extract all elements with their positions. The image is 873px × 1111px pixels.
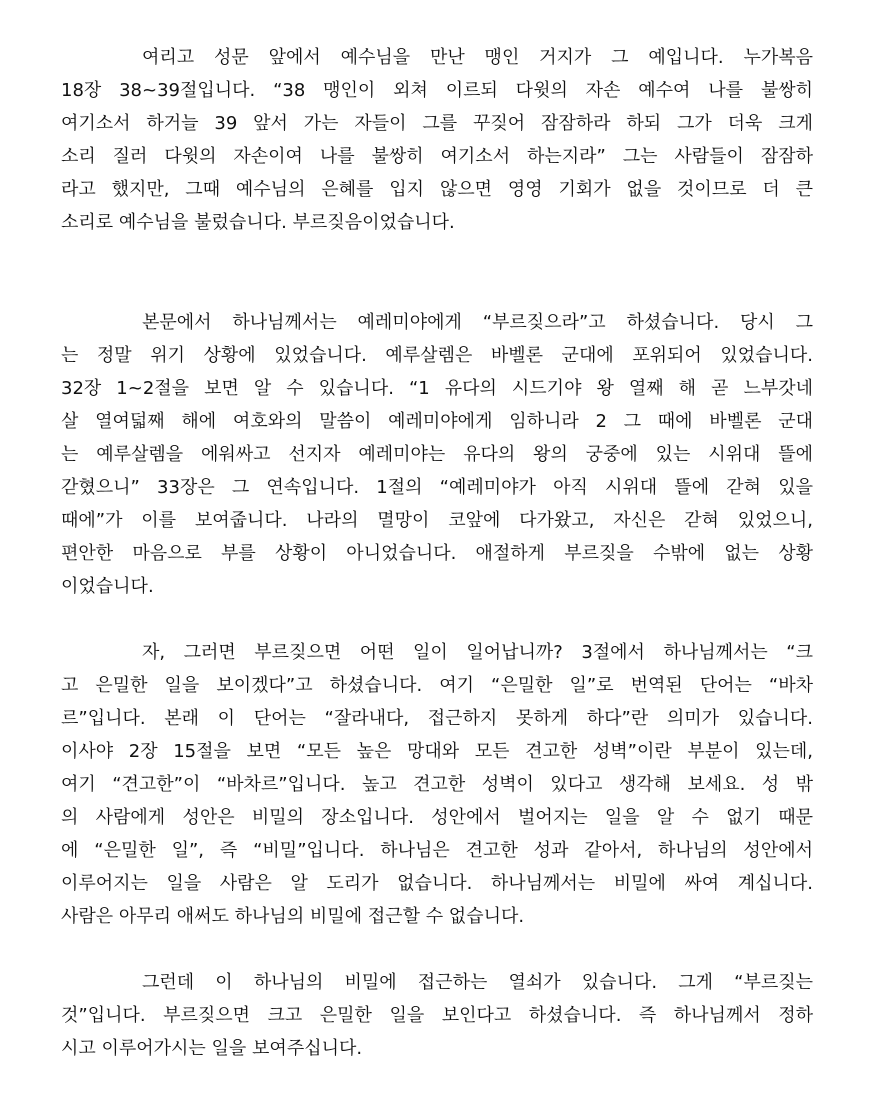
text-line: 여리고 성문 앞에서 예수님을 만난 맹인 거지가 그 예입니다. 누가복음	[142, 47, 813, 68]
text-line: 의 사람에게 성안은 비밀의 장소입니다. 성안에서 벌어지는 일을 알 수 없기 때문	[61, 807, 813, 828]
text-line: 살 열여덟째 해에 여호와의 말씀이 예레미야에게 임하니라 2 그 때에 바벨론 군대	[61, 411, 813, 432]
text-line: 이사야 2장 15절을 보면 “모든 높은 망대와 모든 견고한 성벽”이란 부분이 있는데,	[61, 741, 813, 762]
text-line: 때에”가 이를 보여줍니다. 나라의 멸망이 코앞에 다가왔고, 자신은 갇혀 있었으니,	[61, 510, 813, 531]
text-line: 시고 이루어가시는 일을 보여주십니다.	[61, 1038, 363, 1059]
paragraph-hidden-things	[61, 636, 813, 933]
text-line: 것”입니다. 부르짖으면 크고 은밀한 일을 보인다고 하셨습니다. 즉 하나님께서 정하	[61, 1005, 813, 1026]
text-line: 사람은 아무리 애써도 하나님의 비밀에 접근할 수 없습니다.	[61, 906, 525, 927]
text-line: 르”입니다. 본래 이 단어는 “잘라내다, 접근하지 못하게 하다”란 의미가 있습니다.	[61, 708, 813, 729]
text-line: 18장 38~39절입니다. “38 맹인이 외쳐 이르되 다윗의 자손 예수여 나를 불쌍히	[61, 80, 813, 101]
paragraph-jeremiah-call	[61, 306, 813, 603]
text-line: 자, 그러면 부르짖으면 어떤 일이 일어납니까? 3절에서 하나님께서는 “크	[142, 642, 813, 663]
paragraph-jericho-beggar	[61, 41, 813, 239]
text-line: 그런데 이 하나님의 비밀에 접근하는 열쇠가 있습니다. 그게 “부르짖는	[142, 972, 813, 993]
text-line: 는 예루살렘을 에워싸고 선지자 예레미야는 유다의 왕의 궁중에 있는 시위대 뜰에	[61, 444, 813, 465]
text-line: 소리 질러 다윗의 자손이여 나를 불쌍히 여기소서 하는지라” 그는 사람들이 잠잠하	[61, 146, 813, 167]
text-line: 본문에서 하나님께서는 예레미야에게 “부르짖으라”고 하셨습니다. 당시 그	[142, 312, 813, 333]
text-line: 이루어지는 일을 사람은 알 도리가 없습니다. 하나님께서는 비밀에 싸여 계십니다.	[61, 873, 813, 894]
text-line: 여기소서 하거늘 39 앞서 가는 자들이 그를 꾸짖어 잠잠하라 하되 그가 더욱 크게	[61, 113, 813, 134]
text-line: 여기 “견고한”이 “바차르”입니다. 높고 견고한 성벽이 있다고 생각해 보세요. 성 밖	[61, 774, 813, 795]
text-line: 이었습니다.	[61, 576, 154, 597]
text-line: 라고 했지만, 그때 예수님의 은혜를 입지 않으면 영영 기회가 없을 것이므로 더 큰	[61, 179, 813, 200]
text-line: 갇혔으니” 33장은 그 연속입니다. 1절의 “예레미야가 아직 시위대 뜰에 갇혀 있을	[61, 477, 813, 498]
text-line: 에 “은밀한 일”, 즉 “비밀”입니다. 하나님은 견고한 성과 같아서, 하나님의 성안에서	[61, 840, 813, 861]
text-line: 소리로 예수님을 불렀습니다. 부르짖음이었습니다.	[61, 212, 455, 233]
text-line: 고 은밀한 일을 보이겠다”고 하셨습니다. 여기 “은밀한 일”로 번역된 단어는 “바차	[61, 675, 813, 696]
text-line: 32장 1~2절을 보면 알 수 있습니다. “1 유다의 시드기야 왕 열째 해 곧 느부갓네	[61, 378, 813, 399]
text-line: 는 정말 위기 상황에 있었습니다. 예루살렘은 바벨론 군대에 포위되어 있었습니다.	[61, 345, 813, 366]
paragraph-key-to-secret	[61, 966, 813, 1065]
text-line: 편안한 마음으로 부를 상황이 아니었습니다. 애절하게 부르짖을 수밖에 없는 상황	[61, 543, 813, 564]
